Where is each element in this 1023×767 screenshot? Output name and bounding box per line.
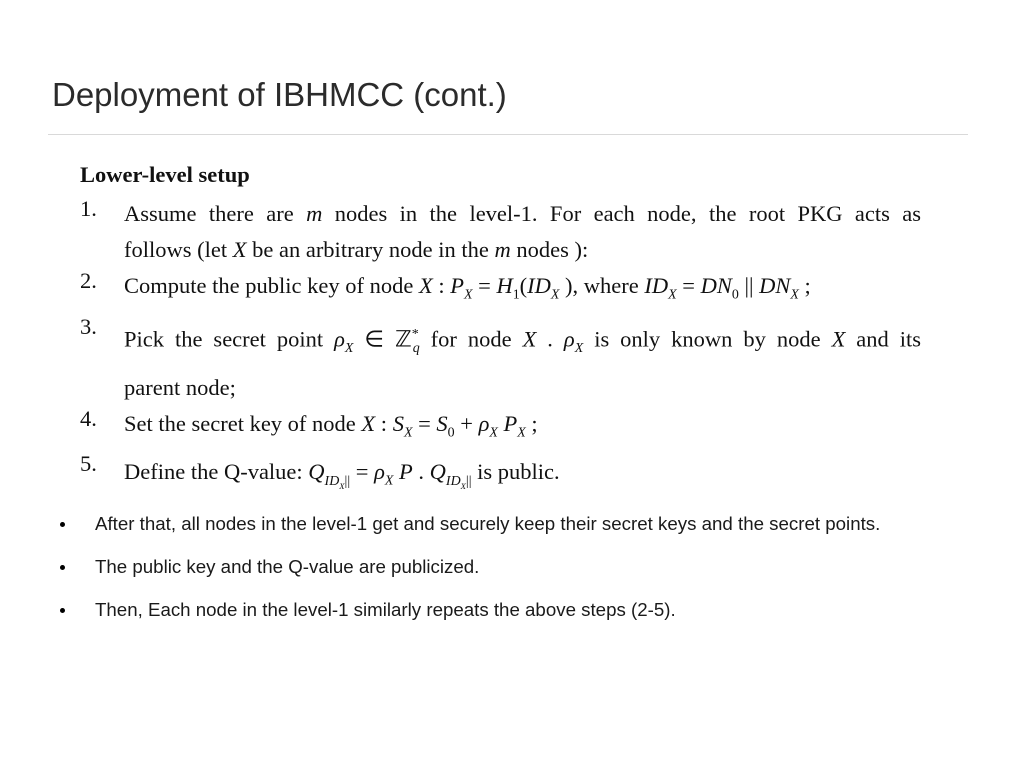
bullet-item — [60, 597, 935, 623]
setup-step-3 — [80, 314, 921, 406]
bullet-text: After that, all nodes in the level-1 get and securely keep their secret keys and the secret points. — [95, 513, 881, 534]
setup-step-2 — [80, 268, 921, 314]
step-number: 1. — [80, 196, 97, 221]
step-4-line-1: Set the secret key of node X : $S_X = S_0 + \rho_X$ $P_X$ ; — [124, 410, 538, 440]
setup-step-1 — [80, 196, 921, 268]
step-3-line-1: Pick the secret point $\rho_X$ ∈ ℤ*$_q$ for node X . $\rho_X$ is only known by node X and its — [124, 326, 922, 356]
bullet-text: The public key and the Q-value are publicized. — [95, 556, 480, 577]
step-number: 5. — [80, 451, 97, 476]
slide-title: Deployment of IBHMCC (cont.) — [52, 76, 507, 113]
title-divider — [48, 134, 968, 135]
step-number: 4. — [80, 405, 97, 431]
bullet-dot — [60, 608, 65, 613]
bullet-dot — [60, 565, 65, 570]
step-5-line-1: Define the Q-value: $Q_{ID_X||} = \rho_X$ P . $Q_{ID_X||}$ is public. — [124, 459, 560, 491]
bullet-list — [60, 511, 935, 640]
setup-heading: Lower-level setup — [80, 162, 250, 187]
bullet-item — [60, 511, 935, 537]
step-number: 2. — [80, 268, 97, 293]
bullet-item — [60, 554, 935, 580]
step-3-line-2: parent node; — [124, 374, 236, 400]
setup-step-4 — [80, 406, 921, 452]
lower-level-setup-image — [80, 162, 921, 506]
step-1-line-2: follows (let X be an arbitrary node in the m nodes ): — [124, 237, 589, 262]
step-number: 3. — [80, 313, 97, 339]
step-2-line-1: Compute the public key of node X : $P_X = H_1(ID_X$ ), where $ID_X = DN_0$ || $DN_X$ ; — [124, 273, 811, 303]
bullet-dot — [60, 522, 65, 527]
bullet-text: Then, Each node in the level-1 similarly repeats the above steps (2-5). — [95, 599, 676, 620]
step-1-line-1: Assume there are m nodes in the level-1. For each node, the root PKG acts as — [124, 201, 921, 226]
setup-step-5 — [80, 451, 921, 506]
